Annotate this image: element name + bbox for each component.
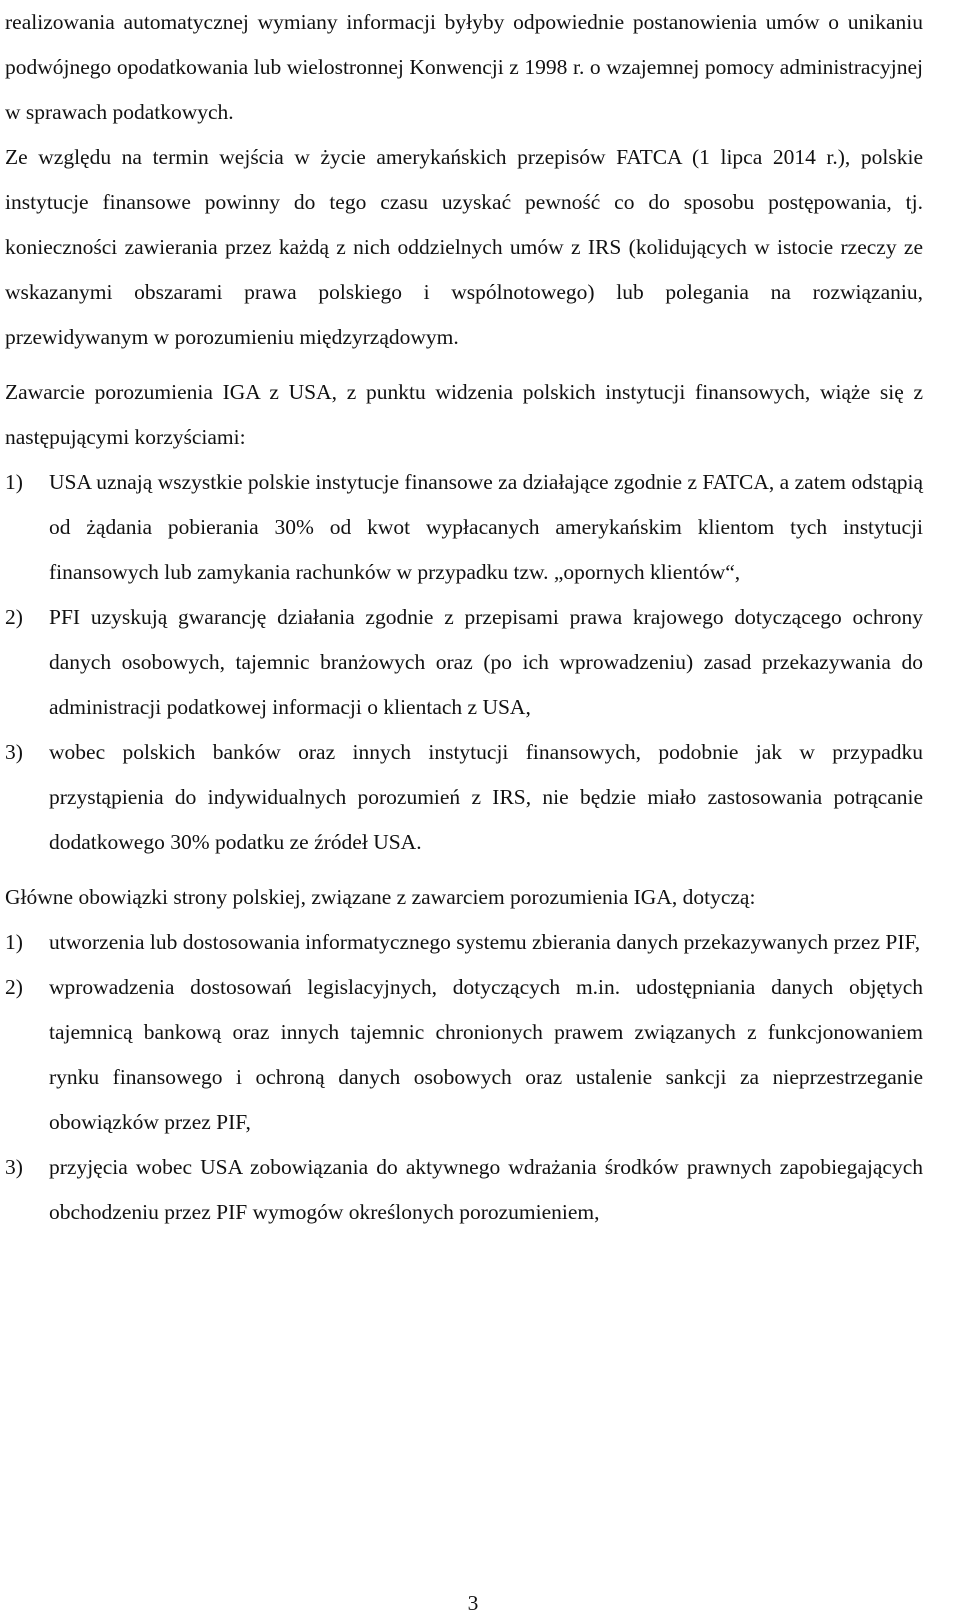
page-number: 3 xyxy=(467,1591,479,1615)
list-item-text: przyjęcia wobec USA zobowiązania do aktywnego wdrażania środków prawnych zapobiegających obchodzeniu przez PIF wymogów określonych porozumieniem, xyxy=(49,1155,923,1224)
list-item-number: 1) xyxy=(5,470,23,494)
list-item-number: 1) xyxy=(5,930,23,954)
list-item-text: utworzenia lub dostosowania informatycznego systemu zbierania danych przekazywanych przez PIF, xyxy=(49,930,921,954)
list-item xyxy=(5,920,923,965)
list-item xyxy=(5,965,923,1145)
paragraph-fatca-deadline: Ze względu na termin wejścia w życie amerykańskich przepisów FATCA (1 lipca 2014 r.), polskie instytucje finansowe powinny do tego czasu uzyskać pewność co do sposobu postępowania, tj. konieczności zawierania przez każdą z nich oddzielnych umów z IRS (kolidujących w istocie rzeczy ze wskazanymi obszarami prawa polskiego i wspólnotowego) lub polegania na rozwiązaniu, przewidywanym w porozumieniu międzyrządowym. xyxy=(5,145,923,349)
obligations-list xyxy=(5,920,923,1235)
paragraph-iga-benefits-intro: Zawarcie porozumienia IGA z USA, z punktu widzenia polskich instytucji finansowych, wiąże się z następującymi korzyściami: xyxy=(5,380,923,449)
document-page xyxy=(5,0,923,1235)
list-item-number: 3) xyxy=(5,1155,23,1179)
list-item-number: 3) xyxy=(5,740,23,764)
list-item-text: USA uznają wszystkie polskie instytucje finansowe za działające zgodnie z FATCA, a zatem odstąpią od żądania pobierania 30% od kwot wypłacanych amerykańskim klientom tych instytucji finansowych lub zamykania rachunków w przypadku tzw. „opornych klientów“, xyxy=(49,470,923,584)
paragraph-obligations-intro: Główne obowiązki strony polskiej, związane z zawarciem porozumienia IGA, dotyczą: xyxy=(5,885,756,909)
list-item xyxy=(5,730,923,865)
benefits-list xyxy=(5,460,923,865)
list-item xyxy=(5,460,923,595)
list-item-text: wobec polskich banków oraz innych instytucji finansowych, podobnie jak w przypadku przystąpienia do indywidualnych porozumień z IRS, nie będzie miało zastosowania potrącanie dodatkowego 30% podatku ze źródeł USA. xyxy=(49,740,923,854)
list-item xyxy=(5,595,923,730)
list-item-text: wprowadzenia dostosowań legislacyjnych, dotyczących m.in. udostępniania danych objętych tajemnicą bankową oraz innych tajemnic chronionych prawem związanych z funkcjonowaniem rynku finansowego i ochroną danych osobowych oraz ustalenie sankcji za nieprzestrzeganie obowiązków przez PIF, xyxy=(49,975,923,1134)
list-item xyxy=(5,1145,923,1235)
list-item-number: 2) xyxy=(5,975,23,999)
list-item-number: 2) xyxy=(5,605,23,629)
paragraph-continuation: realizowania automatycznej wymiany informacji byłyby odpowiednie postanowienia umów o unikaniu podwójnego opodatkowania lub wielostronnej Konwencji z 1998 r. o wzajemnej pomocy administracyjnej w sprawach podatkowych. xyxy=(5,10,923,124)
list-item-text: PFI uzyskują gwarancję działania zgodnie z przepisami prawa krajowego dotyczącego ochrony danych osobowych, tajemnic branżowych oraz (po ich wprowadzeniu) zasad przekazywania do administracji podatkowej informacji o klientach z USA, xyxy=(49,605,923,719)
